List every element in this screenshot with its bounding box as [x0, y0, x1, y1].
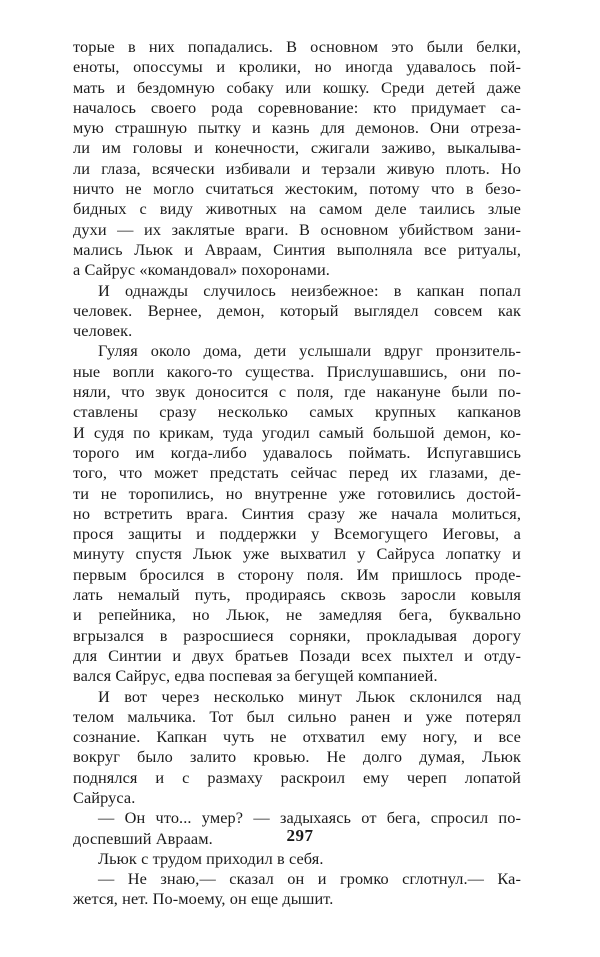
text-line: И судя по крикам, туда угодил самый большой демон, ко- — [73, 422, 521, 442]
text-line: няли, что звук доносится с поля, где накануне были по- — [73, 382, 521, 402]
text-line: вался Сайрус, едва поспевая за бегущей компанией. — [73, 666, 438, 686]
page-number: 297 — [286, 826, 314, 845]
text-line: — Он что... умер? — задыхаясь от бега, спросил по- — [98, 808, 521, 828]
text-line: И однажды случилось неизбежное: в капкан попал — [98, 280, 521, 300]
text-line: доспевший Авраам. — [73, 828, 213, 848]
text-line: мую страшную пытку и казнь для демонов. Они отреза- — [73, 118, 521, 138]
text-line: минуту спустя Льюк уже выхватил у Сайруса лопатку и — [73, 544, 521, 564]
text-line: ти не торопились, но внутренне уже готовились достой- — [73, 483, 521, 503]
text-line: прося защиты и поддержки у Всемогущего Иеговы, а — [73, 524, 521, 544]
text-line: но встретить врага. Синтия сразу же начала молиться, — [73, 503, 521, 523]
text-line: ли глаза, всячески избивали и терзали живую плоть. Но — [73, 158, 521, 178]
text-line: Гуляя около дома, дети услышали вдруг пронзитель- — [98, 341, 521, 361]
text-line: ли им головы и конечности, сжигали заживо, выкалыва- — [73, 138, 521, 158]
text-line: того, что может предстать сейчас перед их глазами, де- — [73, 463, 521, 483]
text-line: вгрызался в разросшиеся сорняки, прокладывая дорогу — [73, 625, 521, 645]
text-line: мались Льюк и Авраам, Синтия выполняла все ритуалы, — [73, 239, 521, 259]
text-line: торого им когда-либо удавалось поймать. Испугавшись — [73, 442, 521, 462]
text-line: вокруг было залито кровью. Не долго думая, Льюк — [73, 747, 521, 767]
text-line: Льюк с трудом приходил в себя. — [98, 848, 324, 868]
text-line: для Синтии и двух братьев Позади всех пыхтел и отду- — [73, 645, 521, 665]
text-line: ставлены сразу несколько самых крупных капканов — [73, 402, 521, 422]
text-line: сознание. Капкан чуть не отхватил ему ногу, и все — [73, 727, 521, 747]
text-line: духи — их заклятые враги. В основном убийством зани- — [73, 219, 521, 239]
text-line: человек. — [73, 321, 133, 341]
text-line: — Не знаю,— сказал он и громко сглотнул.— Ка- — [98, 869, 521, 889]
text-line: началось своего рода соревнование: кто придумает са- — [73, 97, 521, 117]
text-line: ные вопли какого-то существа. Прислушавшись, они по- — [73, 361, 521, 381]
text-line: жется, нет. По-моему, он еще дышит. — [73, 889, 334, 909]
text-line: бидных с виду животных на самом деле таились злые — [73, 199, 521, 219]
text-line: торые в них попадались. В основном это были белки, — [73, 37, 521, 56]
text-line: телом мальчика. Тот был сильно ранен и уже потерял — [73, 706, 521, 726]
text-line: поднялся и с размаху раскроил ему череп лопатой — [73, 767, 521, 787]
text-line: Сайруса. — [73, 787, 136, 807]
text-line: ничто не могло считаться жестоким, потому что в безо- — [73, 179, 521, 199]
text-line: а Сайрус «командовал» похоронами. — [73, 260, 330, 280]
text-line: человек. Вернее, демон, который выглядел совсем как — [73, 300, 521, 320]
text-line: мать и бездомную собаку или кошку. Среди детей даже — [73, 77, 521, 97]
text-line: первым бросился в сторону поля. Им пришлось проде- — [73, 564, 521, 584]
text-line: еноты, опоссумы и кролики, но иногда удавалось пой- — [73, 57, 521, 77]
text-line: лать немалый путь, продираясь сквозь заросли ковыля — [73, 585, 521, 605]
text-line: И вот через несколько минут Льюк склонился над — [98, 686, 521, 706]
book-page-text — [73, 37, 521, 910]
text-line: и репейника, но Льюк, не замедляя бега, буквально — [73, 605, 521, 625]
